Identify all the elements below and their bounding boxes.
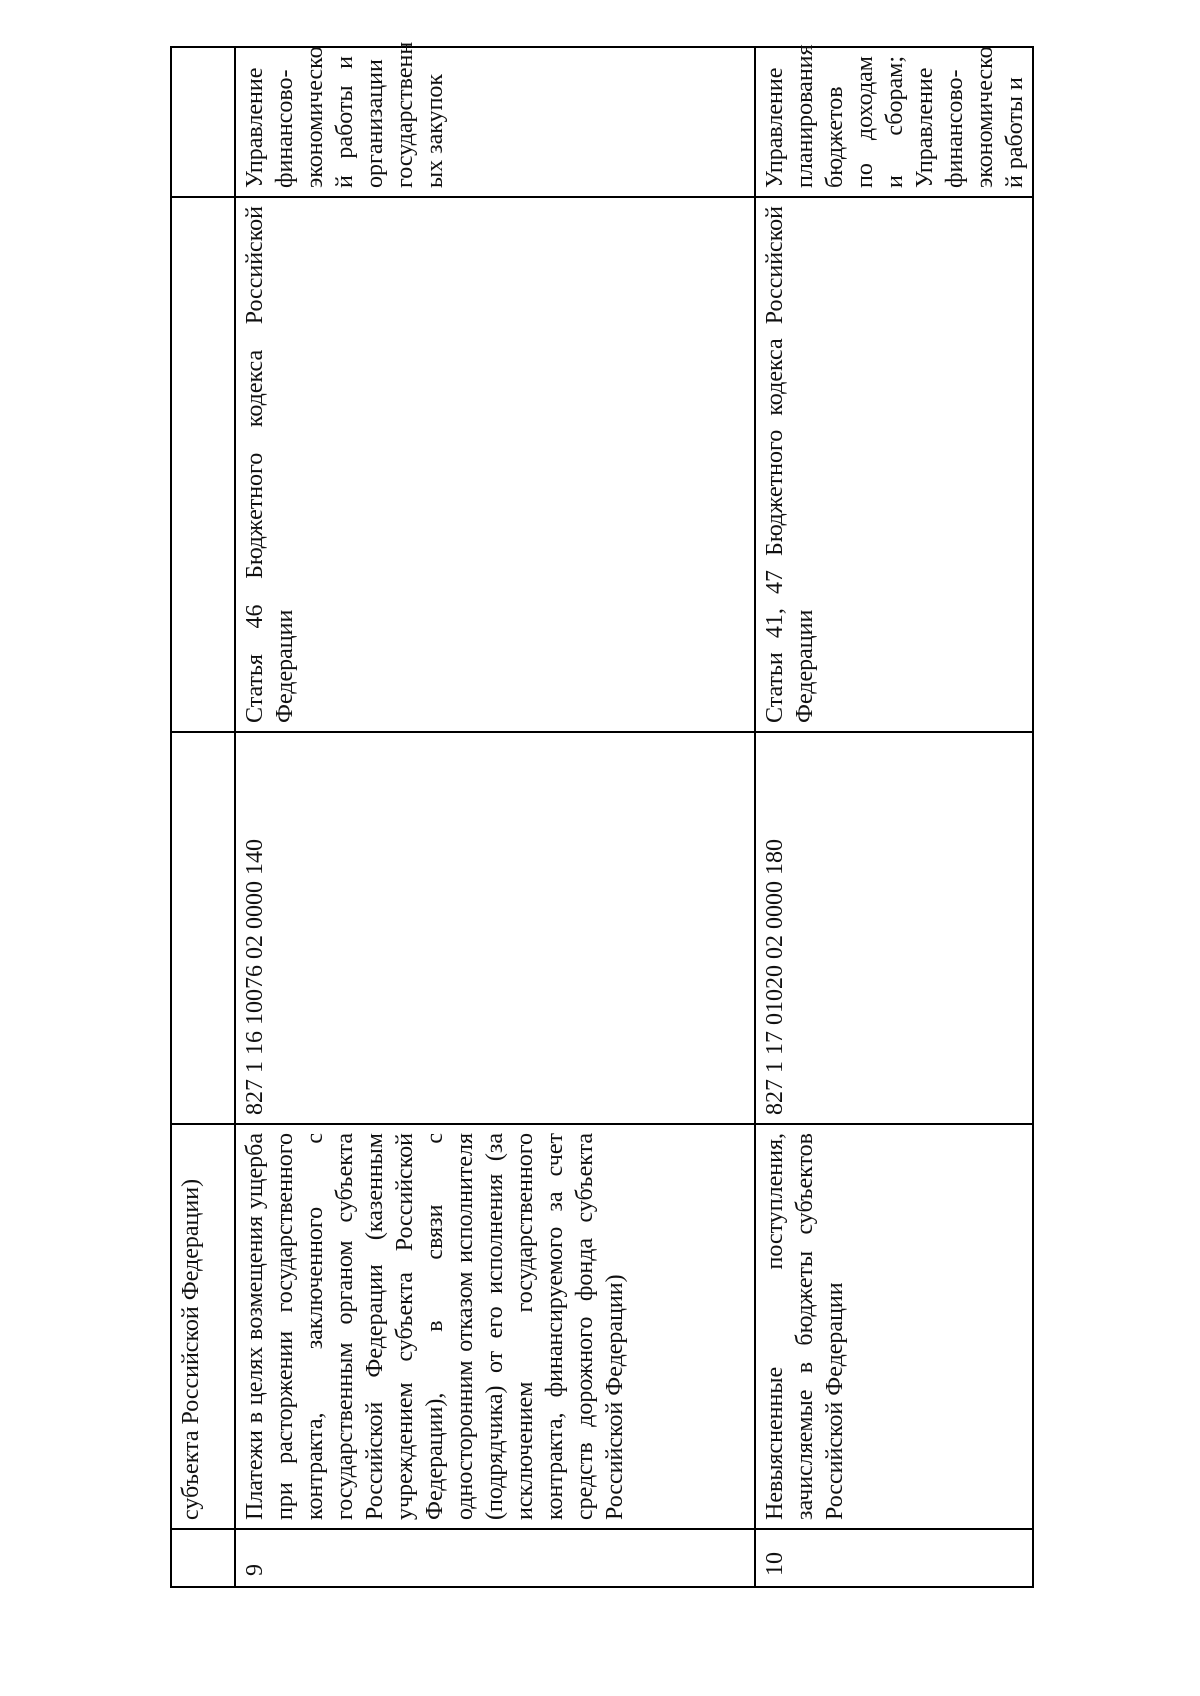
rotated-page bbox=[170, 41, 1082, 1588]
revenue-code bbox=[171, 732, 235, 1124]
revenue-name: Невыясненные поступления, зачисляемые в бюджеты субъектов Российской Федерации bbox=[755, 1124, 1033, 1529]
administrator: Управление планирования бюджетов по доходам и сборам; Управление финансово-экономическо й работы и bbox=[755, 47, 1033, 197]
legal-basis: Статья 46 Бюджетного кодекса Российской Федерации bbox=[235, 197, 755, 732]
revenue-code: 827 1 16 10076 02 0000 140 bbox=[235, 732, 755, 1124]
revenue-code: 827 1 17 01020 02 0000 180 bbox=[755, 732, 1033, 1124]
table-row bbox=[755, 47, 1033, 1587]
revenue-table bbox=[170, 41, 1034, 1588]
revenue-name: субъекта Российской Федерации) bbox=[171, 1124, 235, 1529]
revenue-name: Платежи в целях возмещения ущерба при расторжении государственного контракта, заключенного с государственным органом субъекта Российской Федерации (казенным учреждением субъекта Российской Федерации), в связи с односторонним отказом исполнителя (подрядчика) от его исполнения (за исключением государственного контракта, финансируемого за счет средств дорожного фонда субъекта Российской Федерации) bbox=[235, 1124, 755, 1529]
table-row bbox=[235, 47, 755, 1587]
row-number: 10 bbox=[755, 1529, 1033, 1587]
legal-basis bbox=[171, 197, 235, 732]
administrator bbox=[171, 47, 235, 197]
row-number: 9 bbox=[235, 1529, 755, 1587]
table-row bbox=[171, 47, 235, 1587]
administrator: Управление финансово-экономическо й работы и организации государственн ых закупок bbox=[235, 47, 755, 197]
legal-basis: Статьи 41, 47 Бюджетного кодекса Российской Федерации bbox=[755, 197, 1033, 732]
row-number bbox=[171, 1529, 235, 1587]
